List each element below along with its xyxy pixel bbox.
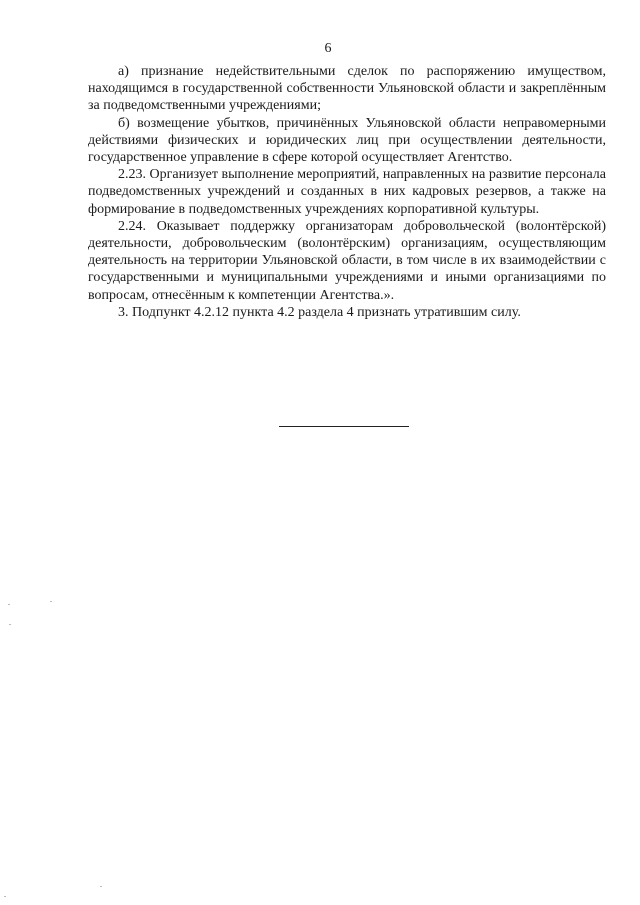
scan-speck [100, 886, 102, 887]
scan-speck [9, 624, 11, 625]
paragraph-2-24: 2.24. Оказывает поддержку организаторам добровольческой (волонтёрской) деятельности, добровольческим (волонтёрским) организациям, осуществляющим деятельность на территории Ульяновской области, в том числе в их взаимодействии с государственными и муниципальными учреждениями и иными организациями по вопросам, отнесённым к компетенции Агентства.». [88, 218, 606, 303]
paragraph-a: а) признание недействительными сделок по распоряжению имуществом, находящимся в государственной собственности Ульяновской области и закреплённым за подведомственными учреждениями; [88, 64, 606, 114]
scan-speck [8, 604, 10, 605]
document-body [88, 63, 606, 321]
page-number: 6 [324, 41, 332, 56]
paragraph-2-23: 2.23. Организует выполнение мероприятий, направленных на развитие персонала подведомственных учреждений и созданных в них кадровых резервов, а также на формирование в подведомственных учреждениях корпоративной культуры. [88, 167, 606, 217]
scan-speck [4, 896, 6, 897]
scan-speck [50, 601, 52, 602]
end-of-text-rule [279, 426, 409, 427]
paragraph-3: 3. Подпункт 4.2.12 пункта 4.2 раздела 4 признать утратившим силу. [118, 304, 521, 320]
paragraph-b: б) возмещение убытков, причинённых Ульяновской области неправомерными действиями физических и юридических лиц при осуществлении деятельности, государственное управление в сфере которой осуществляет Агентство. [88, 115, 606, 166]
